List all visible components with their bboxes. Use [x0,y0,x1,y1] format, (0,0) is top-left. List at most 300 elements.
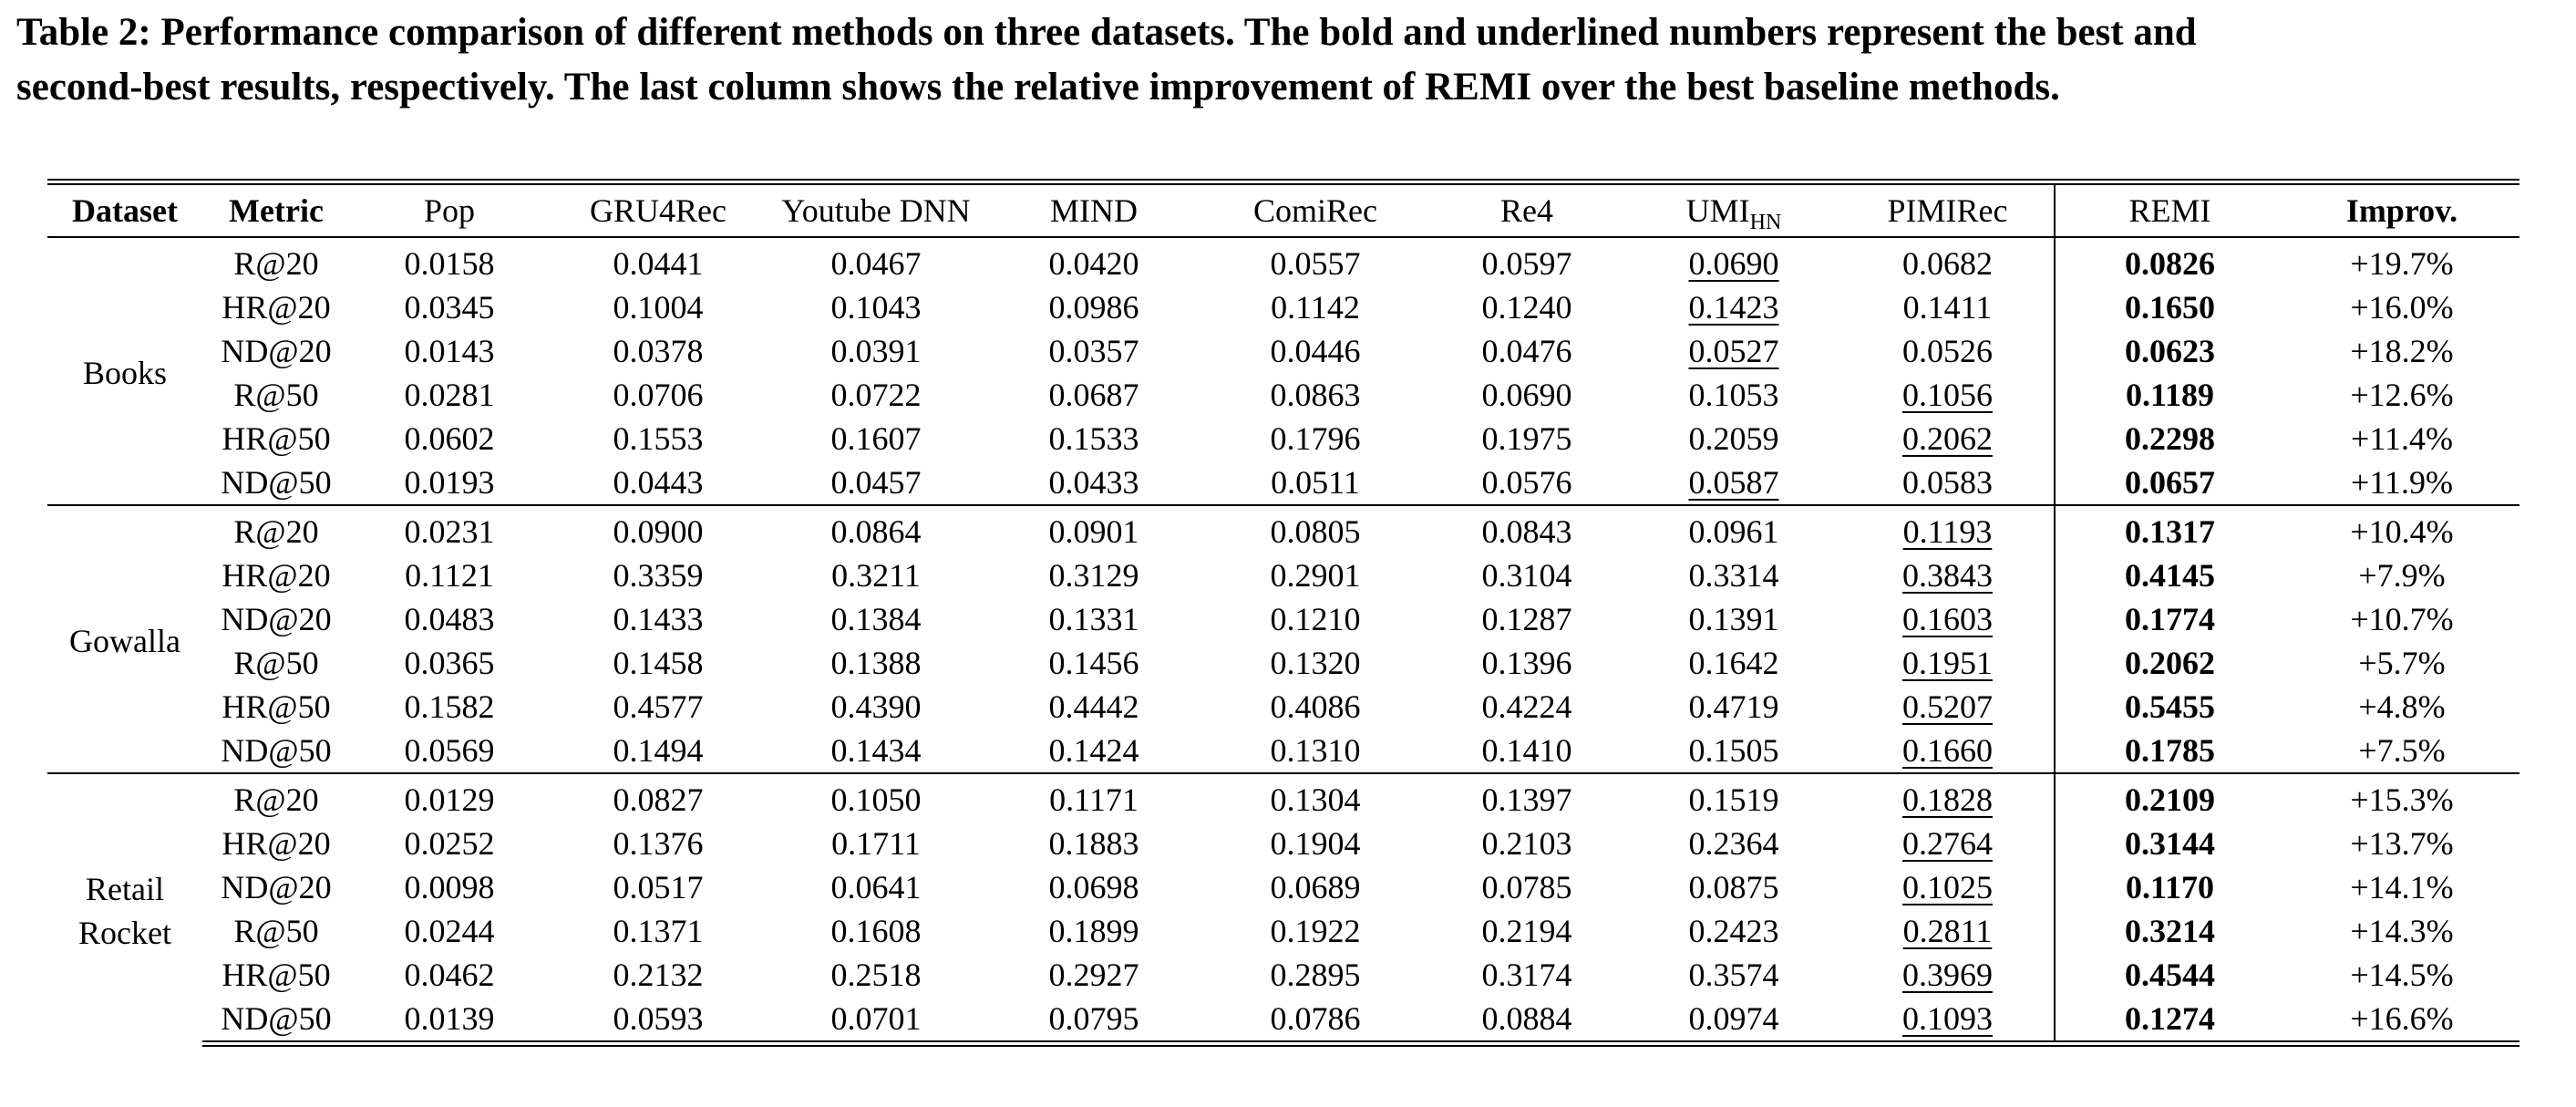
value-text: 0.2811 [1902,913,1993,949]
value-cell [549,597,768,641]
value-cell [768,373,984,417]
value-text: 0.0517 [613,869,704,905]
improvement-cell: +16.6% [2284,997,2519,1044]
value-cell [1427,597,1626,641]
value-text: 0.1410 [1481,732,1572,769]
value-text: 0.2194 [1481,913,1572,949]
value-cell [1626,773,1841,822]
value-text: 0.1310 [1270,732,1361,769]
improvement-cell: +18.2% [2350,333,2454,369]
value-cell [984,729,1203,773]
value-cell [350,554,549,597]
value-cell [1203,373,1427,417]
value-text: 0.1317 [2125,513,2215,550]
dataset-name-cell [47,237,202,505]
value-text: 0.1424 [1048,732,1139,769]
value-text: 0.0986 [1048,289,1139,326]
value-text: 0.5455 [2125,688,2215,725]
table-row [47,729,2519,773]
value-cell [549,641,768,685]
value-text: 0.1774 [2125,601,2215,637]
value-text: 0.0483 [404,601,495,637]
table-row [47,554,2519,597]
value-text: 0.0467 [830,245,922,282]
value-cell [1427,909,1626,953]
value-text: 0.0098 [404,869,495,905]
improvement-cell: +12.6% [2350,377,2454,413]
value-cell [549,329,768,373]
value-cell [984,865,1203,909]
second-best-value-cell [1626,237,1841,285]
value-text: 0.1411 [1902,289,1993,326]
value-cell [1427,773,1626,822]
value-cell [350,953,549,997]
second-best-value-cell [1841,554,2055,597]
value-text: 0.0576 [1481,464,1572,501]
value-text: 0.0785 [1481,869,1572,905]
value-cell [1626,953,1841,997]
second-best-value-cell [1841,997,2055,1044]
second-best-value-cell [1841,417,2055,460]
column-header-improv: Improv. [2345,192,2458,229]
value-text: 0.0698 [1048,869,1139,905]
value-cell [984,460,1203,505]
value-cell [768,237,984,285]
value-cell [1427,729,1626,773]
improvement-cell: +5.7% [2358,645,2446,681]
value-text: 0.0863 [1270,377,1361,413]
value-text: 0.0378 [613,333,704,369]
value-text: 0.0657 [2125,464,2215,501]
column-header-mind: MIND [1050,192,1138,229]
value-cell [1203,822,1427,865]
value-cell [1203,237,1427,285]
dataset-name-line: Books [82,355,168,391]
value-text: 0.1093 [1902,1000,1993,1037]
value-text: 0.4145 [2125,557,2215,594]
value-cell [1203,641,1427,685]
improvement-cell: +14.3% [2350,913,2454,949]
value-text: 0.2895 [1270,957,1361,993]
value-text: 0.0602 [404,420,495,457]
value-text: 0.3104 [1481,557,1572,594]
table-row [47,285,2519,329]
table-row [47,597,2519,641]
value-cell [984,641,1203,685]
value-cell [1427,685,1626,729]
value-cell [1427,865,1626,909]
value-text: 0.4544 [2125,957,2215,993]
value-cell [1626,505,1841,554]
value-cell [984,909,1203,953]
value-cell [549,237,768,285]
second-best-value-cell [1841,641,2055,685]
dataset-group [47,773,2519,1044]
table-row [47,865,2519,909]
value-cell [1203,597,1427,641]
value-text: 0.1494 [613,732,704,769]
value-text: 0.0587 [1688,464,1779,501]
value-cell [549,373,768,417]
value-cell [1841,237,2055,285]
value-cell [984,953,1203,997]
value-cell [984,237,1203,285]
metric-cell: R@20 [202,237,350,285]
value-cell [1427,237,1626,285]
value-text: 0.3969 [1902,957,1993,993]
value-cell [1203,285,1427,329]
value-cell [1203,865,1427,909]
second-best-value-cell [1841,909,2055,953]
value-text: 0.0597 [1481,245,1572,282]
best-value-cell [2055,822,2284,865]
value-cell [350,373,549,417]
value-cell [350,329,549,373]
value-text: 0.0901 [1048,513,1139,550]
column-header-re4: Re4 [1500,192,1553,229]
table-row [47,773,2519,822]
value-text: 0.3211 [831,557,921,594]
value-text: 0.1456 [1048,645,1139,681]
value-cell [549,822,768,865]
value-text: 0.0139 [404,1000,495,1037]
value-cell [350,729,549,773]
value-cell [768,773,984,822]
value-text: 0.1828 [1902,781,1993,818]
value-text: 0.0623 [2125,333,2215,369]
value-text: 0.0884 [1481,1000,1572,1037]
value-text: 0.2423 [1688,913,1779,949]
column-header-comirec: ComiRec [1253,192,1377,229]
value-text: 0.2518 [830,957,922,993]
results-table [47,179,2519,1047]
table-row [47,997,2519,1044]
improvement-cell: +15.3% [2284,773,2519,822]
value-text: 0.0511 [1271,464,1360,501]
value-cell [768,554,984,597]
value-cell [1427,505,1626,554]
improvement-cell: +10.4% [2284,505,2519,554]
value-text: 0.1642 [1688,645,1779,681]
value-text: 0.4224 [1481,688,1572,725]
best-value-cell [2055,909,2284,953]
table-row [47,641,2519,685]
value-text: 0.1384 [830,601,922,637]
value-text: 0.4719 [1688,688,1779,725]
value-text: 0.1193 [1902,513,1993,550]
value-text: 0.0641 [830,869,922,905]
value-cell [1841,285,2055,329]
value-text: 0.0357 [1048,333,1139,369]
value-text: 0.0462 [404,957,495,993]
value-cell [768,285,984,329]
value-cell [1626,865,1841,909]
second-best-value-cell [1841,685,2055,729]
value-text: 0.1025 [1902,869,1993,905]
value-text: 0.0827 [613,781,704,818]
value-cell [768,329,984,373]
value-text: 0.1056 [1902,377,1993,413]
second-best-value-cell [1626,460,1841,505]
value-text: 0.2103 [1481,825,1572,862]
column-header-youtube-dnn: Youtube DNN [781,192,971,229]
value-text: 0.1660 [1902,732,1993,769]
value-cell [350,237,549,285]
value-cell [350,285,549,329]
improvement-cell: +19.7% [2284,237,2519,285]
value-text: 0.1505 [1688,732,1779,769]
value-cell [1626,997,1841,1044]
value-cell [1626,597,1841,641]
value-text: 0.0158 [404,245,495,282]
second-best-value-cell [1841,822,2055,865]
value-cell [1427,417,1626,460]
value-cell [768,505,984,554]
value-text: 0.0805 [1270,513,1361,550]
best-value-cell [2055,997,2284,1044]
value-text: 0.0961 [1688,513,1779,550]
value-text: 0.0526 [1902,333,1993,369]
value-text: 0.0143 [404,333,495,369]
value-cell [1203,417,1427,460]
value-text: 0.2364 [1688,825,1779,862]
results-table-container [47,179,2519,1047]
value-text: 0.3843 [1902,557,1993,594]
value-cell [1427,822,1626,865]
value-text: 0.0826 [2125,245,2215,282]
value-text: 0.0701 [830,1000,922,1037]
value-cell [549,285,768,329]
value-text: 0.0722 [830,377,922,413]
value-text: 0.3574 [1688,957,1779,993]
value-text: 0.1240 [1481,289,1572,326]
metric-cell: R@50 [233,377,319,413]
value-text: 0.1650 [2125,289,2215,326]
improvement-cell: +14.5% [2350,957,2454,993]
value-text: 0.0457 [830,464,922,501]
value-text: 0.1396 [1481,645,1572,681]
value-text: 0.3214 [2125,913,2215,949]
dataset-name-line: Retail [86,870,164,907]
value-text: 0.1050 [830,781,922,818]
metric-cell: HR@20 [222,557,331,594]
value-cell [768,953,984,997]
value-text: 0.0244 [404,913,495,949]
value-text: 0.4442 [1048,688,1139,725]
value-cell [984,505,1203,554]
value-text: 0.1043 [830,289,922,326]
table-row [47,909,2519,953]
value-text: 0.0593 [613,1000,704,1037]
second-best-value-cell [1841,373,2055,417]
value-text: 0.1287 [1481,601,1572,637]
metric-cell: R@50 [233,645,319,681]
dataset-name-line: Gowalla [69,623,180,659]
metric-cell: ND@50 [221,464,332,501]
value-cell [984,329,1203,373]
value-text: 0.0365 [404,645,495,681]
value-cell [350,909,549,953]
value-text: 0.0875 [1688,869,1779,905]
value-cell [1203,729,1427,773]
improvement-cell: +11.9% [2351,464,2453,501]
value-cell [1427,329,1626,373]
value-text: 0.1274 [2125,1000,2215,1037]
column-header-metric: Metric [229,192,324,229]
value-cell [350,597,549,641]
dataset-group [47,237,2519,505]
value-cell [984,285,1203,329]
value-text: 0.3129 [1048,557,1139,594]
table-caption [16,5,2569,115]
value-cell [984,373,1203,417]
best-value-cell [2055,373,2284,417]
value-cell [1427,997,1626,1044]
value-text: 0.1434 [830,732,922,769]
best-value-cell [2055,417,2284,460]
value-cell [1841,460,2055,505]
value-cell [984,554,1203,597]
value-text: 0.4577 [613,688,704,725]
value-cell [549,460,768,505]
metric-cell: HR@50 [222,957,331,993]
value-cell [549,729,768,773]
value-text: 0.1053 [1688,377,1779,413]
value-text: 0.1388 [830,645,922,681]
second-best-value-cell [1841,505,2055,554]
table-header-row [47,182,2519,238]
metric-cell: ND@20 [221,869,332,905]
improvement-cell: +13.7% [2350,825,2454,862]
value-text: 0.1210 [1270,601,1361,637]
value-text: 0.2062 [2125,645,2215,681]
value-text: 0.2298 [2125,420,2215,457]
value-cell [350,641,549,685]
metric-cell: R@50 [233,913,319,949]
value-cell [1427,460,1626,505]
column-header-dataset: Dataset [72,192,178,229]
table-row [47,237,2519,285]
dataset-name-cell [47,505,202,773]
value-text: 0.1582 [404,688,495,725]
value-cell [768,729,984,773]
value-cell [1841,329,2055,373]
improvement-cell: +7.9% [2358,557,2446,594]
value-text: 0.0441 [613,245,704,282]
best-value-cell [2055,865,2284,909]
value-text: 0.0557 [1270,245,1361,282]
value-text: 0.1796 [1270,420,1361,457]
value-cell [1427,285,1626,329]
table-row [47,505,2519,554]
table-row [47,460,2519,505]
metric-cell: ND@20 [221,601,332,637]
value-text: 0.0569 [404,732,495,769]
table-row [47,822,2519,865]
value-text: 0.1304 [1270,781,1361,818]
value-text: 0.0687 [1048,377,1139,413]
value-text: 0.2062 [1902,420,1993,457]
value-cell [1203,505,1427,554]
value-cell [350,773,549,822]
value-cell [768,822,984,865]
value-text: 0.0583 [1902,464,1993,501]
best-value-cell [2055,554,2284,597]
value-text: 0.1171 [1049,781,1139,818]
value-text: 0.0231 [404,513,495,550]
value-cell [549,505,768,554]
best-value-cell [2055,505,2284,554]
best-value-cell [2055,773,2284,822]
value-cell [549,685,768,729]
value-cell [984,997,1203,1044]
value-cell [768,997,984,1044]
value-text: 0.2059 [1688,420,1779,457]
best-value-cell [2055,729,2284,773]
value-text: 0.0443 [613,464,704,501]
value-cell [549,554,768,597]
value-cell [768,865,984,909]
value-cell [1626,909,1841,953]
value-text: 0.0843 [1481,513,1572,550]
second-best-value-cell [1841,773,2055,822]
value-cell [1203,460,1427,505]
value-text: 0.2132 [613,957,704,993]
second-best-value-cell [1841,729,2055,773]
dataset-name-line: Rocket [78,914,171,951]
value-cell [350,997,549,1044]
value-text: 0.1922 [1270,913,1361,949]
value-text: 0.0391 [830,333,922,369]
improvement-cell: +4.8% [2358,688,2446,725]
value-cell [1427,641,1626,685]
value-cell [1427,953,1626,997]
value-cell [549,417,768,460]
best-value-cell [2055,460,2284,505]
second-best-value-cell [1626,329,1841,373]
value-cell [984,597,1203,641]
metric-cell: R@20 [202,505,350,554]
value-cell [1626,729,1841,773]
value-text: 0.1170 [2125,869,2214,905]
second-best-value-cell [1841,953,2055,997]
value-text: 0.0690 [1481,377,1572,413]
value-text: 0.1004 [613,289,704,326]
value-cell [768,417,984,460]
value-text: 0.0900 [613,513,704,550]
dataset-group [47,505,2519,773]
value-cell [768,460,984,505]
value-text: 0.1608 [830,913,922,949]
value-text: 0.1423 [1688,289,1779,326]
column-header-pimirec: PIMIRec [1841,182,2055,238]
second-best-value-cell [1626,285,1841,329]
value-text: 0.0689 [1270,869,1361,905]
value-text: 0.1331 [1048,601,1139,637]
column-header-gru4rec: GRU4Rec [590,192,726,229]
value-text: 0.1397 [1481,781,1572,818]
value-text: 0.1951 [1902,645,1993,681]
table-row [47,417,2519,460]
value-text: 0.1391 [1688,601,1779,637]
value-text: 0.1376 [613,825,704,862]
second-best-value-cell [1841,597,2055,641]
value-text: 0.0706 [613,377,704,413]
table-row [47,373,2519,417]
value-text: 0.0786 [1270,1000,1361,1037]
column-header-umi: $UMI_{HN}$ [1685,192,1782,234]
value-cell [1626,685,1841,729]
